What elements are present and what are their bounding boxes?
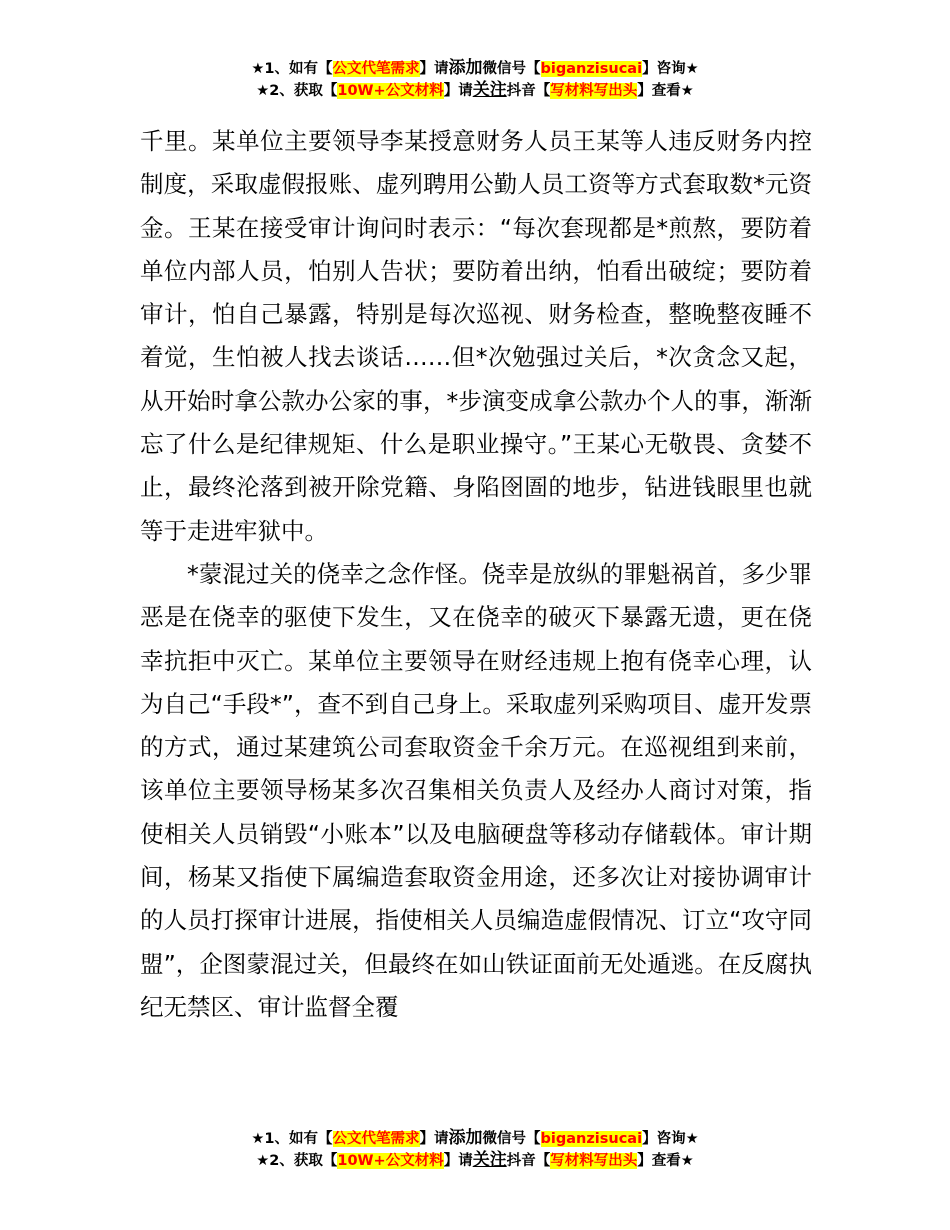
banner-text: 】咨询★ (642, 61, 699, 77)
banner-line-1 (0, 1127, 950, 1149)
banner-emphasis: 关注 (472, 80, 507, 100)
banner-text: 】请 (443, 1153, 473, 1169)
banner-text: 抖音【 (506, 1153, 551, 1169)
banner-text: 】请 (419, 61, 449, 77)
banner-emphasis: 添加 (448, 1128, 483, 1148)
paragraph-1: 千里。某单位主要领导李某授意财务人员王某等人违反财务内控制度，采取虚假报账、虚列聘用公勤人员工资等方式套取数*元资金。王某在接受审计询问时表示：“每次套现都是*煎熬，要防着单位内部人员，怕别人告状；要防着出纳，怕看出破绽；要防着审计，怕自己暴露，特别是每次巡视、财务检查，整晚整夜睡不着觉，生怕被人找去谈话……但*次勉强过关后，*次贪念又起，从开始时拿公款办公家的事，*步演变成拿公款办个人的事，渐渐忘了什么是纪律规矩、什么是职业操守。”王某心无敬畏、贪婪不止，最终沦落到被开除党籍、身陷囹圄的地步，钻进钱眼里也就等于走进牢狱中。 (140, 127, 812, 545)
banner-emphasis: 添加 (448, 58, 483, 78)
banner-highlight: 10W+公文材料 (337, 83, 444, 99)
banner-highlight: 公文代笔需求 (332, 61, 420, 77)
banner-text: 】查看★ (637, 1153, 694, 1169)
banner-text: 】请 (443, 83, 473, 99)
banner-text: 微信号【 (482, 1131, 541, 1147)
banner-line-2 (0, 1149, 950, 1171)
banner-text: ★2、获取【 (256, 83, 338, 99)
paragraph-2: *蒙混过关的侥幸之念作怪。侥幸是放纵的罪魁祸首，多少罪恶是在侥幸的驱使下发生，又在侥幸的破灭下暴露无遗，更在侥幸抗拒中灭亡。某单位主要领导在财经违规上抱有侥幸心理，认为自己“手段*”，查不到自己身上。采取虚列采购项目、虚开发票的方式，通过某建筑公司套取资金千余万元。在巡视组到来前，该单位主要领导杨某多次召集相关负责人及经办人商讨对策，指使相关人员销毁“小账本”以及电脑硬盘等移动存储载体。审计期间，杨某又指使下属编造套取资金用途，还多次让对接协调审计的人员打探审计进展，指使相关人员编造虚假情况、订立“攻守同盟”，企图蒙混过关，但最终在如山铁证面前无处遁逃。在反腐执纪无禁区、审计监督全覆 (140, 559, 812, 1021)
banner-highlight: 写材料写出头 (550, 83, 638, 99)
banner-line-1 (0, 57, 950, 79)
banner-highlight: biganzisucai (540, 1131, 643, 1147)
banner-highlight: 写材料写出头 (550, 1153, 638, 1169)
banner-highlight: biganzisucai (540, 61, 643, 77)
banner-line-2 (0, 79, 950, 101)
banner-text: ★2、获取【 (256, 1153, 338, 1169)
banner-text: ★1、如有【 (251, 61, 333, 77)
banner-emphasis: 关注 (472, 1150, 507, 1170)
footer-banner (0, 1127, 950, 1171)
banner-text: 微信号【 (482, 61, 541, 77)
banner-highlight: 公文代笔需求 (332, 1131, 420, 1147)
banner-text: 】请 (419, 1131, 449, 1147)
document-body (140, 120, 812, 1029)
banner-highlight: 10W+公文材料 (337, 1153, 444, 1169)
header-banner (0, 57, 950, 101)
banner-text: ★1、如有【 (251, 1131, 333, 1147)
banner-text: 抖音【 (506, 83, 551, 99)
banner-text: 】查看★ (637, 83, 694, 99)
banner-text: 】咨询★ (642, 1131, 699, 1147)
